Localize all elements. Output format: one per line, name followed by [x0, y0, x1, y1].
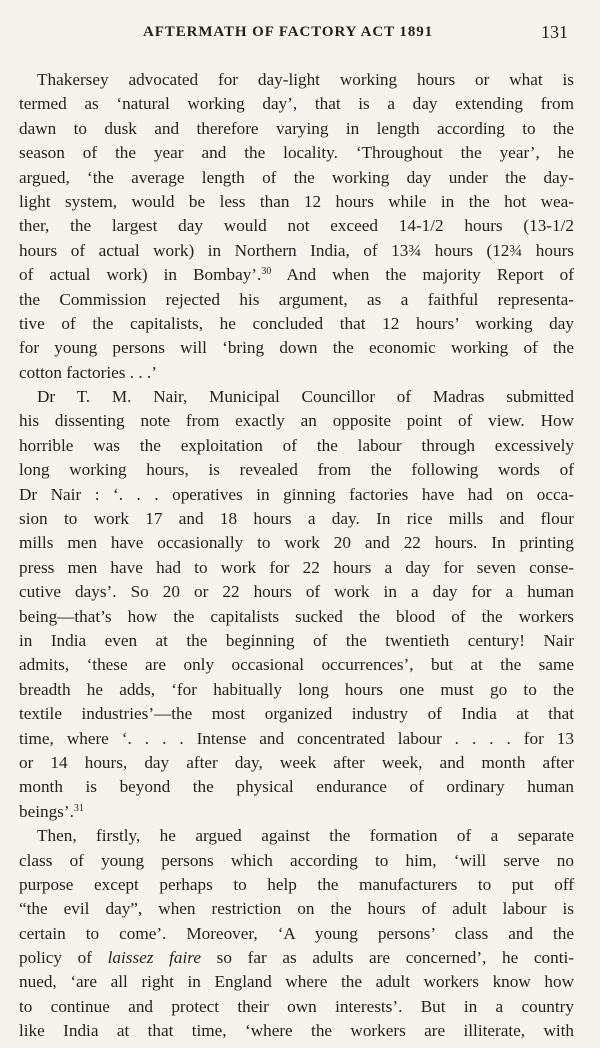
text-line: textile industries’—the most organized industry of India at that: [19, 704, 574, 724]
text-line: to continue and protect their own interests’. But in a country: [19, 996, 574, 1016]
paragraph-young-persons: [19, 824, 574, 1044]
text-line: his dissenting note from exactly an opposite point of view. How: [19, 411, 574, 431]
page-header: [0, 20, 600, 46]
text-line: certain to come’. Moreover, ‘A young persons’ class and the: [19, 923, 574, 943]
text-line: class of young persons which according to him, ‘will serve no: [19, 850, 574, 870]
text-line: light system, would be less than 12 hours while in the hot wea-: [19, 191, 574, 211]
text-line: in India even at the beginning of the twentieth century! Nair: [19, 630, 574, 650]
text-line: season of the year and the locality. ‘Throughout the year’, he: [19, 143, 574, 163]
text-line: purpose except perhaps to help the manufacturers to put off: [19, 874, 574, 894]
text-line: argued, ‘the average length of the working day under the day-: [19, 167, 574, 187]
text-line: breadth he adds, ‘for habitually long hours one must go to the: [19, 679, 574, 699]
text-line: cutive days’. So 20 or 22 hours of work in a day for a human: [19, 582, 574, 602]
text-line: month is beyond the physical endurance of ordinary human: [19, 777, 574, 797]
text-line: horrible was the exploitation of the labour through excessively: [19, 435, 574, 455]
body-text: [19, 68, 574, 1044]
text-line: “the evil day”, when restriction on the hours of adult labour is: [19, 899, 574, 919]
text-line: cotton factories . . .’: [19, 362, 157, 382]
text-line: for young persons will ‘bring down the economic working of the: [19, 338, 574, 358]
text-line: termed as ‘natural working day’, that is a day extending from: [19, 94, 574, 114]
text-line: [19, 946, 574, 970]
footnote-marker-30: 30: [261, 266, 272, 278]
text-line: long working hours, is revealed from the following words of: [19, 460, 574, 480]
text-line: admits, ‘these are only occasional occurrences’, but at the same: [19, 655, 574, 675]
paragraph-thakersey: [19, 68, 574, 385]
text-line: ther, the largest day would not exceed 14-1/2 hours (13-1/2: [19, 216, 574, 236]
text-line: time, where ‘. . . . Intense and concentrated labour . . . . for 13: [19, 728, 574, 748]
text-line: like India at that time, ‘where the workers are illiterate, with: [19, 1021, 574, 1041]
text-line: being—that’s how the capitalists sucked the blood of the workers: [19, 606, 574, 626]
text-line: hours of actual work) in Northern India, of 13¾ hours (12¾ hours: [19, 240, 574, 260]
text-line: sion to work 17 and 18 hours a day. In rice mills and flour: [19, 509, 574, 529]
text-line: dawn to dusk and therefore varying in length according to the: [19, 118, 574, 138]
footnote-marker-31: 31: [73, 802, 84, 814]
text-segment: of actual work) in Bombay’.: [19, 265, 262, 285]
text-segment: policy of: [19, 948, 108, 968]
text-segment: And when the majority Report of: [271, 265, 574, 285]
text-line: Then, firstly, he argued against the formation of a separate: [37, 826, 574, 846]
text-segment: beings’.: [19, 801, 74, 821]
text-line: [19, 800, 574, 824]
text-line: or 14 hours, day after day, week after week, and month after: [19, 752, 574, 772]
text-line: nued, ‘are all right in England where the adult workers know how: [19, 972, 574, 992]
text-line: [19, 263, 574, 287]
text-line: Thakersey advocated for day-light working hours or what is: [37, 70, 574, 89]
text-line: Dr Nair : ‘. . . operatives in ginning factories have had on occa-: [19, 484, 574, 504]
text-segment: so far as adults are concerned’, he conti-: [200, 948, 574, 968]
text-line: tive of the capitalists, he concluded that 12 hours’ working day: [19, 313, 574, 333]
text-line: press men have had to work for 22 hours a day for seven conse-: [19, 557, 574, 577]
text-line: Dr T. M. Nair, Municipal Councillor of Madras submitted: [37, 387, 574, 407]
running-head: AFTERMATH OF FACTORY ACT 1891: [143, 24, 434, 40]
page-number: 131: [541, 22, 568, 42]
text-line: mills men have occasionally to work 20 and 22 hours. In printing: [19, 533, 574, 553]
text-line: the Commission rejected his argument, as a faithful representa-: [19, 289, 574, 309]
italic-phrase: laissez faire: [107, 948, 201, 968]
paragraph-nair: [19, 385, 574, 824]
